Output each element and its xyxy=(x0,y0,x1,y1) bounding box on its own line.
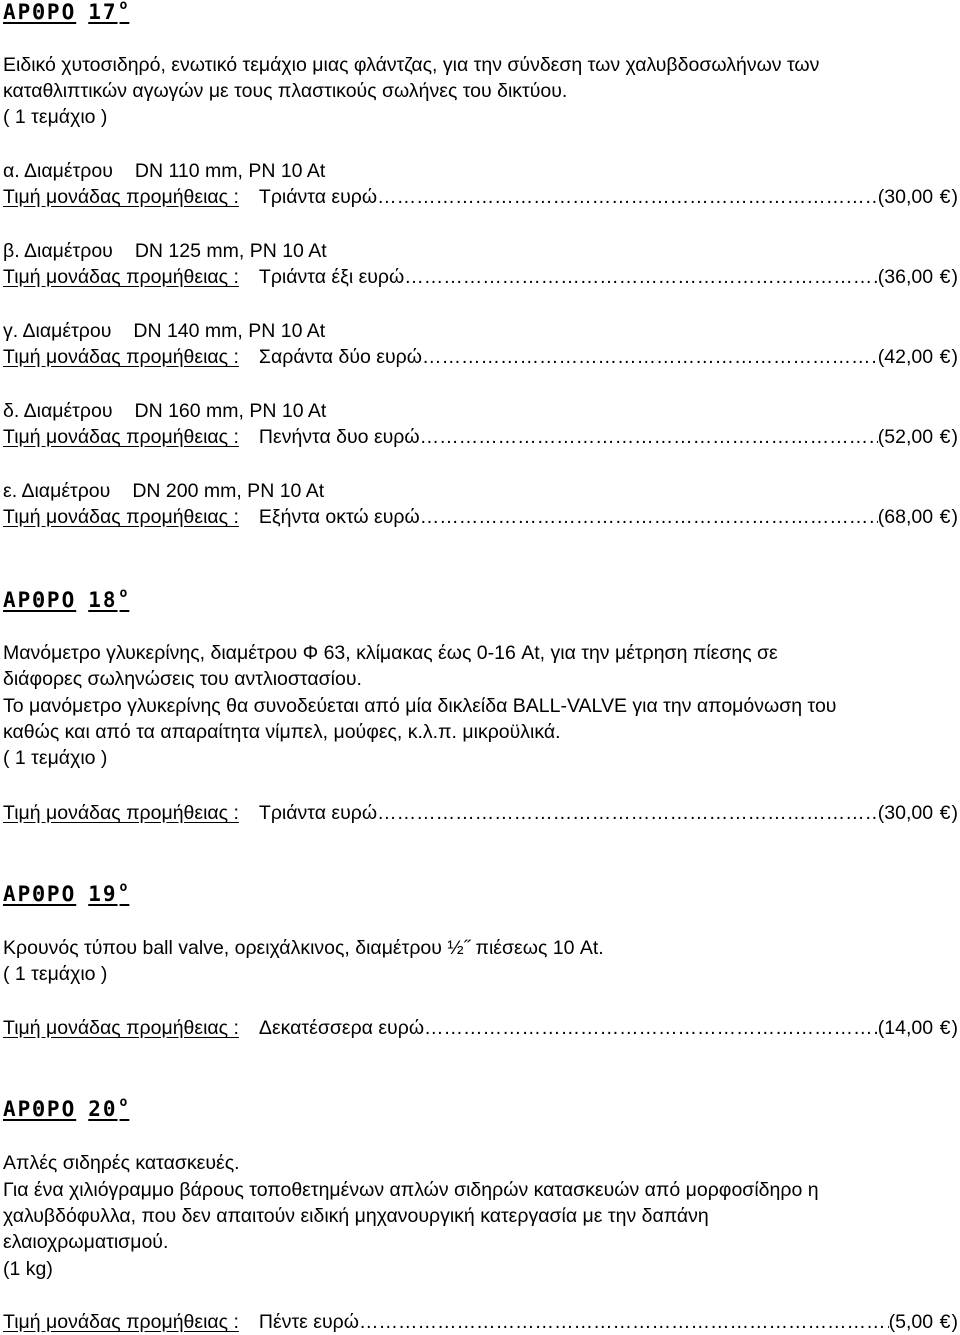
leader-dots xyxy=(377,800,878,826)
price-words: Τριάντα ευρώ xyxy=(258,802,378,824)
article-20-desc-line-3: χαλυβδόφυλλα, που δεν απαιτούν ειδική μηχανουργική κατεργασία με την δαπάνη xyxy=(3,1205,709,1227)
item-d-price-row xyxy=(3,424,958,450)
article-19-heading: ΑΡΘΡΟ 19 $^o$ xyxy=(3,880,130,906)
leader-dots xyxy=(420,504,878,530)
item-c-spec: γ. Διαμέτρου DN 140 mm, PN 10 At xyxy=(3,320,326,342)
leader-dots xyxy=(420,424,878,450)
price-label: Τιμή μονάδας προμήθειας : xyxy=(3,1311,239,1333)
price-amount: (30,00 €) xyxy=(877,186,958,208)
leader-dots xyxy=(359,1309,889,1335)
price-label: Τιμή μονάδας προμήθειας : xyxy=(3,506,239,528)
item-e-price-row xyxy=(3,504,958,530)
article-17-quantity: ( 1 τεμάχιο ) xyxy=(3,106,108,128)
price-label: Τιμή μονάδας προμήθειας : xyxy=(3,426,239,448)
price-words: Τριάντα έξι ευρώ xyxy=(258,266,405,288)
leader-dots xyxy=(377,184,878,210)
price-amount: (42,00 €) xyxy=(877,346,958,368)
euro-icon: € xyxy=(939,802,951,824)
euro-icon: € xyxy=(939,1311,951,1333)
article-20-heading: ΑΡΘΡΟ 20 $^o$ xyxy=(3,1095,130,1121)
price-label: Τιμή μονάδας προμήθειας : xyxy=(3,346,239,368)
euro-icon: € xyxy=(939,186,951,208)
article-17-heading: ΑΡΘΡΟ 17 $^o$ xyxy=(3,0,130,24)
article-17-desc-line-1: Ειδικό χυτοσιδηρό, ενωτικό τεμάχιο μιας φλάντζας, για την σύνδεση των χαλυβδοσωλήνων των xyxy=(3,54,820,76)
euro-icon: € xyxy=(939,506,951,528)
item-a-price-row xyxy=(3,184,958,210)
price-amount: (30,00 €) xyxy=(877,802,958,824)
price-amount: (52,00 €) xyxy=(877,426,958,448)
price-label: Τιμή μονάδας προμήθειας : xyxy=(3,266,239,288)
euro-icon: € xyxy=(939,266,951,288)
price-words: Εξήντα οκτώ ευρώ xyxy=(258,506,420,528)
article-20-quantity: (1 kg) xyxy=(3,1258,53,1280)
item-a-spec: α. Διαμέτρου DN 110 mm, PN 10 At xyxy=(3,160,326,182)
price-words: Σαράντα δύο ευρώ xyxy=(258,346,422,368)
article-18-desc-line-1: Μανόμετρο γλυκερίνης, διαμέτρου Φ 63, κλίμακας έως 0-16 At, για την μέτρηση πίεσης σε xyxy=(3,642,778,664)
article-20-desc-line-4: ελαιοχρωματισμού. xyxy=(3,1231,169,1253)
article-20-desc-line-2: Για ένα χιλιόγραμμο βάρους τοποθετημένων απλών σιδηρών κατασκευών από μορφοσίδηρο η xyxy=(3,1179,819,1201)
euro-icon: € xyxy=(939,346,951,368)
item-b-spec: β. Διαμέτρου DN 125 mm, PN 10 At xyxy=(3,240,327,262)
article-19-desc-line-1: Κρουνός τύπου ball valve, ορειχάλκινος, διαμέτρου ½˝ πιέσεως 10 At. xyxy=(3,937,604,959)
article-18-quantity: ( 1 τεμάχιο ) xyxy=(3,747,108,769)
price-label: Τιμή μονάδας προμήθειας : xyxy=(3,802,239,824)
price-label: Τιμή μονάδας προμήθειας : xyxy=(3,186,239,208)
article-20-desc-line-1: Απλές σιδηρές κατασκευές. xyxy=(3,1152,240,1174)
price-words: Δεκατέσσερα ευρώ xyxy=(258,1017,425,1039)
item-d-spec: δ. Διαμέτρου DN 160 mm, PN 10 At xyxy=(3,400,327,422)
price-words: Πέντε ευρώ xyxy=(258,1311,359,1333)
article-19-price-row xyxy=(3,1015,958,1041)
article-18-desc-line-2: διάφορες σωληνώσεις του αντλιοστασίου. xyxy=(3,668,362,690)
article-20-price-row xyxy=(3,1309,958,1335)
price-label: Τιμή μονάδας προμήθειας : xyxy=(3,1017,239,1039)
article-17-desc-line-2: καταθλιπτικών αγωγών με τους πλαστικούς σωλήνες του δικτύου. xyxy=(3,80,568,102)
price-amount: (14,00 €) xyxy=(877,1017,958,1039)
price-amount: (36,00 €) xyxy=(877,266,958,288)
leader-dots xyxy=(424,1015,878,1041)
price-amount: (68,00 €) xyxy=(877,506,958,528)
article-18-desc-line-3: Το μανόμετρο γλυκερίνης θα συνοδεύεται από μία δικλείδα BALL-VALVE για την απομόνωση του xyxy=(3,695,837,717)
euro-icon: € xyxy=(939,426,951,448)
price-words: Τριάντα ευρώ xyxy=(258,186,378,208)
article-19-quantity: ( 1 τεμάχιο ) xyxy=(3,963,108,985)
euro-icon: € xyxy=(939,1017,951,1039)
article-18-price-row xyxy=(3,800,958,826)
price-amount: (5,00 €) xyxy=(888,1311,958,1333)
leader-dots xyxy=(404,264,878,290)
article-18-heading: ΑΡΘΡΟ 18 $^o$ xyxy=(3,586,130,612)
leader-dots xyxy=(422,344,878,370)
item-b-price-row xyxy=(3,264,958,290)
item-c-price-row xyxy=(3,344,958,370)
item-e-spec: ε. Διαμέτρου DN 200 mm, PN 10 At xyxy=(3,480,325,502)
price-words: Πενήντα δυο ευρώ xyxy=(258,426,420,448)
article-18-desc-line-4: καθώς και από τα απαραίτητα νίμπελ, μούφες, κ.λ.π. μικροϋλικά. xyxy=(3,721,561,743)
